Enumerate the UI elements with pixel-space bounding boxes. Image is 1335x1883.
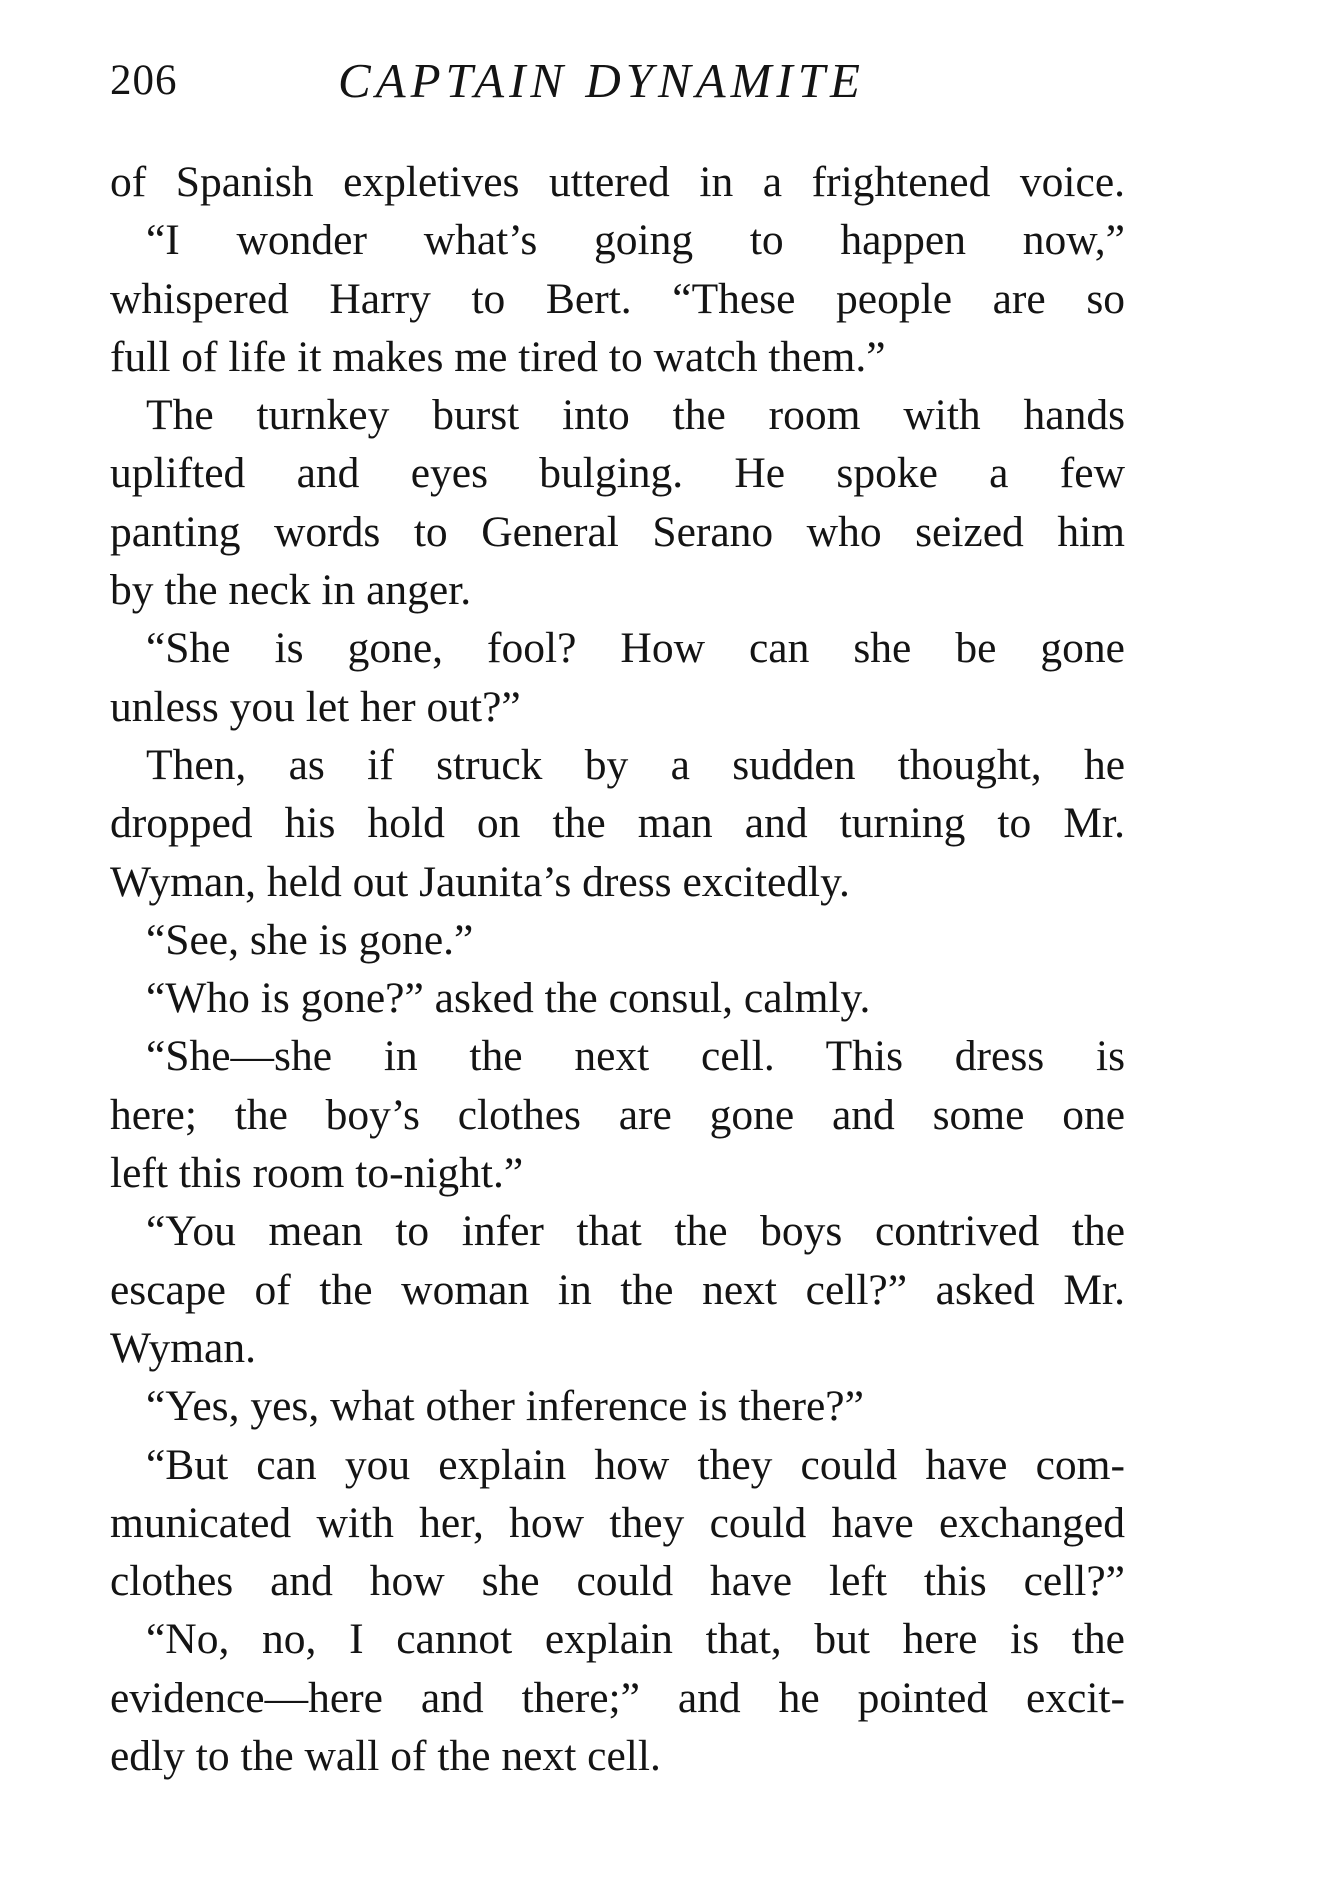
text-line: dropped his hold on the man and turning to Mr. [110,799,1125,848]
text-line: by the neck in anger. [110,566,472,615]
text-line: whispered Harry to Bert. “These people are so [110,274,1125,323]
text-line: Then, as if struck by a sudden thought, he [146,740,1125,789]
text-line: of Spanish expletives uttered in a frightened voice. [110,158,1125,206]
text-line: Wyman. [110,1323,256,1372]
text-line: unless you let her out?” [110,682,521,731]
text-line: “Yes, yes, what other inference is there?” [146,1382,864,1431]
text-line: “No, no, I cannot explain that, but here is the [146,1615,1125,1664]
text-line: “She is gone, fool? How can she be gone [146,624,1125,673]
text-line: edly to the wall of the next cell. [110,1732,661,1781]
text-line: “But can you explain how they could have com- [146,1440,1125,1489]
running-title: CAPTAIN DYNAMITE [338,53,865,108]
text-line: escape of the woman in the next cell?” asked Mr. [110,1265,1125,1314]
text-line: evidence—here and there;” and he pointed excit- [110,1673,1125,1722]
text-line: here; the boy’s clothes are gone and some one [110,1090,1125,1139]
text-line: clothes and how she could have left this cell?” [110,1557,1125,1606]
text-line: full of life it makes me tired to watch them.” [110,332,886,381]
page-number: 206 [110,57,178,104]
text-line: uplifted and eyes bulging. He spoke a few [110,449,1125,498]
text-line: “Who is gone?” asked the consul, calmly. [146,974,871,1023]
text-line: panting words to General Serano who seized him [110,507,1125,556]
text-line: “See, she is gone.” [146,915,474,964]
body-text [110,153,1125,1785]
text-line: left this room to-night.” [110,1149,524,1198]
text-line: “I wonder what’s going to happen now,” [146,216,1125,265]
text-line: municated with her, how they could have exchanged [110,1498,1125,1547]
text-line: The turnkey burst into the room with hands [146,391,1125,440]
text-line: “You mean to infer that the boys contrived the [146,1207,1125,1256]
page-header [110,52,1130,122]
text-line: Wyman, held out Jaunita’s dress excitedly. [110,857,850,906]
text-line: “She—she in the next cell. This dress is [146,1032,1125,1081]
